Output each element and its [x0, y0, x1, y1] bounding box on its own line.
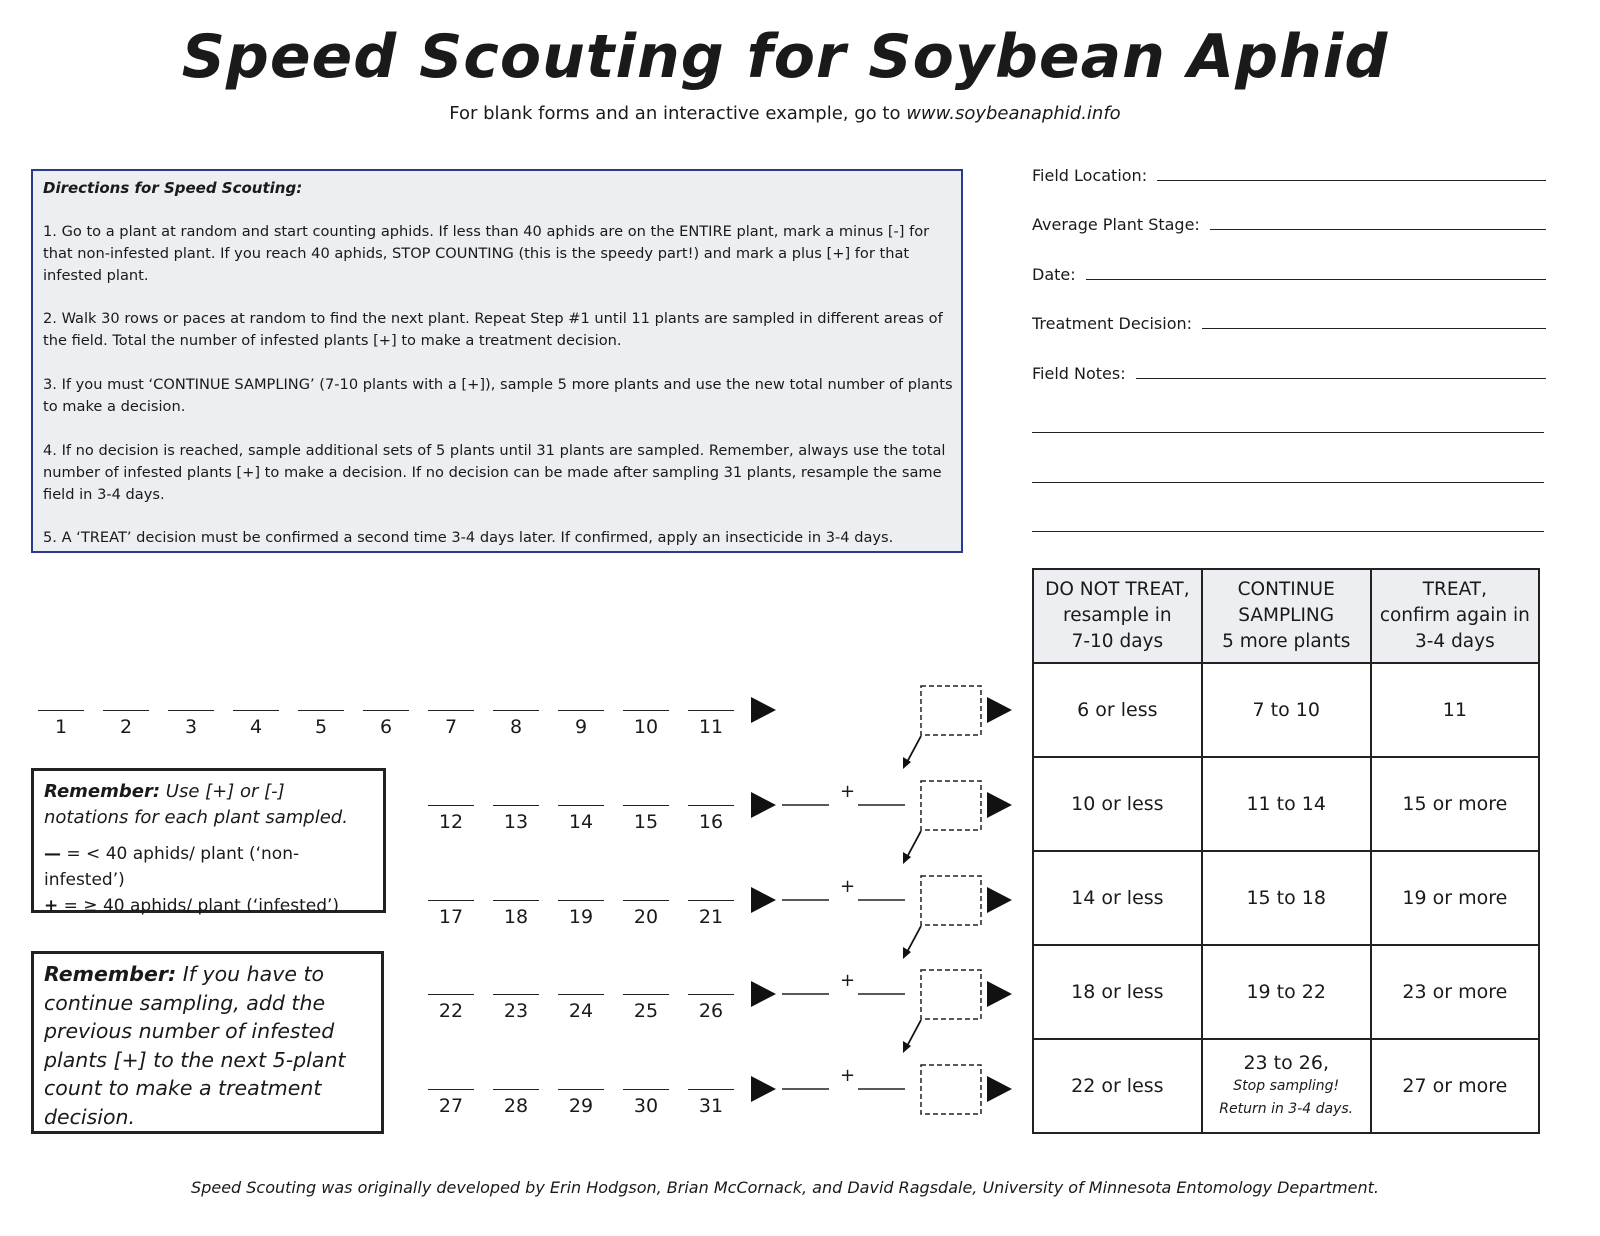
direction-step: 4. If no decision is reached, sample additional sets of 5 plants until 31 plants are sampled. Remember, always use the total number of infested plants [+] to make a decision. If no decision can be made after sampling 31 plants, resample the same field in 3-4 days. [43, 442, 946, 503]
arrow-right-icon [987, 697, 1012, 723]
plant-number: 8 [509, 716, 523, 738]
table-cell: 10 or less [1033, 757, 1202, 851]
total-box[interactable] [921, 876, 981, 925]
field-label: Average Plant Stage: [1032, 215, 1200, 234]
plant-number: 27 [438, 1095, 464, 1117]
table-cell: 7 to 10 [1202, 663, 1371, 757]
table-cell: 18 or less [1033, 945, 1202, 1039]
plant-number: 14 [568, 811, 594, 833]
plus-sign: + [840, 781, 856, 802]
carry-arrow-icon [906, 1020, 921, 1048]
table-cell: 19 to 22 [1202, 945, 1371, 1039]
plant-number: 13 [503, 811, 529, 833]
plant-number: 3 [184, 716, 198, 738]
total-box[interactable] [921, 970, 981, 1019]
subtitle-text: For blank forms and an interactive example, go to [449, 103, 907, 124]
plant-number: 22 [438, 1000, 464, 1022]
remember-text: Remember: Use [+] or [-] notations for each plant sampled. [44, 781, 348, 828]
plant-number: 9 [574, 716, 588, 738]
plant-number: 12 [438, 811, 464, 833]
plant-number: 23 [503, 1000, 529, 1022]
plant-number: 17 [438, 906, 464, 928]
header-continue-sampling: CONTINUE SAMPLING 5 more plants [1202, 569, 1371, 663]
directions-heading: Directions for Speed Scouting: [43, 179, 303, 197]
arrow-right-icon [751, 887, 776, 913]
plant-number: 6 [379, 716, 393, 738]
table-cell: 11 [1371, 663, 1539, 757]
plant-number: 7 [444, 716, 458, 738]
plant-number: 25 [633, 1000, 659, 1022]
plus-sign: + [840, 876, 856, 897]
website-link[interactable]: www.soybeanaphid.info [906, 103, 1121, 124]
plant-number: 19 [568, 906, 594, 928]
table-cell: 15 or more [1371, 757, 1539, 851]
plus-sign: + [840, 970, 856, 991]
plant-number: 28 [503, 1095, 529, 1117]
plant-number: 16 [698, 811, 724, 833]
plant-number: 31 [698, 1095, 724, 1117]
plant-number: 1 [54, 716, 68, 738]
direction-step: 5. A ‘TREAT’ decision must be confirmed a second time 3-4 days later. If confirmed, apply an insecticide in 3-4 days. [43, 529, 894, 546]
plus-legend: + = ≥ 40 aphids/ plant (‘infested’) [44, 896, 340, 916]
table-cell: 22 or less [1033, 1039, 1202, 1133]
total-box[interactable] [921, 1065, 981, 1114]
field-label: Date: [1032, 265, 1076, 284]
field-label: Treatment Decision: [1032, 314, 1193, 333]
plant-number: 15 [633, 811, 659, 833]
total-box[interactable] [921, 781, 981, 830]
table-cell: 19 or more [1371, 851, 1539, 945]
arrow-right-icon [987, 792, 1012, 818]
header-treat: TREAT, confirm again in 3-4 days [1371, 569, 1539, 663]
direction-step: 1. Go to a plant at random and start counting aphids. If less than 40 aphids are on the ENTIRE plant, mark a minus [-] for that non-infested plant. If you reach 40 aphids, STOP COUNTING (this is the speedy part!) and mark a plus [+] for that infested plant. [43, 223, 930, 284]
arrow-right-icon [987, 981, 1012, 1007]
arrow-right-icon [987, 1076, 1012, 1102]
arrow-right-icon [751, 1076, 776, 1102]
minus-legend: — = < 40 aphids/ plant (‘non-infested’) [44, 844, 300, 890]
plant-number: 20 [633, 906, 659, 928]
table-cell: 11 to 14 [1202, 757, 1371, 851]
table-cell: 23 to 26, Stop sampling! Return in 3-4 days. [1202, 1039, 1371, 1133]
carry-arrow-icon [906, 831, 921, 859]
arrow-right-icon [751, 792, 776, 818]
table-cell: 27 or more [1371, 1039, 1539, 1133]
footer-credit: Speed Scouting was originally developed by Erin Hodgson, Brian McCornack, and David Ragsdale, University of Minnesota Entomology Department. [191, 1178, 1379, 1197]
plant-number: 26 [698, 1000, 724, 1022]
field-label: Field Notes: [1032, 364, 1126, 383]
plant-number: 5 [314, 716, 328, 738]
carry-arrow-icon [906, 736, 921, 764]
header-do-not-treat: DO NOT TREAT, resample in 7-10 days [1033, 569, 1202, 663]
arrow-right-icon [751, 697, 776, 723]
direction-step: 2. Walk 30 rows or paces at random to find the next plant. Repeat Step #1 until 11 plants are sampled in different areas of the field. Total the number of infested plants [+] to make a treatment decision. [43, 310, 943, 349]
table-cell: 15 to 18 [1202, 851, 1371, 945]
plant-number: 30 [633, 1095, 659, 1117]
carry-arrow-icon [906, 926, 921, 954]
plant-number: 11 [698, 716, 724, 738]
direction-step: 3. If you must ‘CONTINUE SAMPLING’ (7-10 plants with a [+]), sample 5 more plants and use the new total number of plants to make a decision. [43, 376, 953, 415]
plant-number: 10 [633, 716, 659, 738]
remember-continue-box: Remember: If you have to continue sampling, add the previous number of infested plants [+] to the next 5-plant count to make a treatment decision. [31, 951, 384, 1134]
plant-number: 2 [119, 716, 133, 738]
plant-number: 18 [503, 906, 529, 928]
plant-number: 29 [568, 1095, 594, 1117]
plus-sign: + [840, 1065, 856, 1086]
remember-notation-box [31, 768, 386, 916]
plant-number: 21 [698, 906, 724, 928]
total-box[interactable] [921, 686, 981, 735]
arrow-right-icon [751, 981, 776, 1007]
table-cell: 14 or less [1033, 851, 1202, 945]
arrow-right-icon [987, 887, 1012, 913]
table-cell: 6 or less [1033, 663, 1202, 757]
field-label: Field Location: [1032, 166, 1148, 185]
table-cell: 23 or more [1371, 945, 1539, 1039]
plant-number: 4 [249, 716, 263, 738]
page-title: Speed Scouting for Soybean Aphid [181, 22, 1389, 92]
plant-number: 24 [568, 1000, 594, 1022]
